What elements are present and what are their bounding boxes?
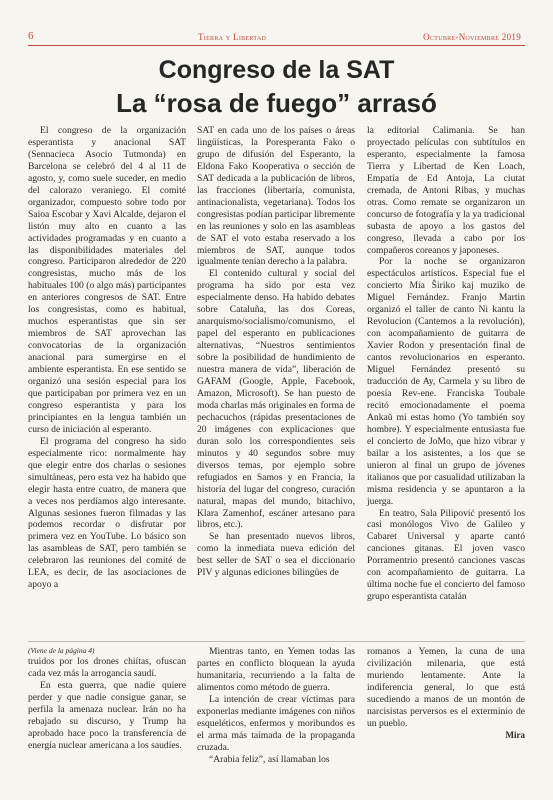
article-column-3: [367, 125, 525, 603]
author-signature: Mira: [505, 729, 525, 740]
paragraph: Se han presentado nuevos libros, como la inmediata nueva edición del best seller de SAT o sea el diccionario PIV y algunas ediciones bilingües de: [197, 531, 355, 579]
page-header: [28, 31, 525, 46]
publication-name: Tierra y Libertad: [198, 32, 267, 42]
paragraph: En esta guerra, que nadie quiere perder y que nadie consigue ganar, se perfila la amenaza nuclear. Irán no ha rebajado su discurso, y Trump ha aprobado hace poco la transferencia de energía nuclear americana a los saudíes.: [28, 679, 186, 751]
paragraph: truidos por los drones chiítas, ofuscan cada vez más la arrogancia saudí.: [28, 656, 186, 679]
section-divider: [28, 641, 525, 642]
article-title: Congreso de la SAT: [158, 56, 395, 84]
paragraph: En teatro, Sala Pilipović presentó los casi monólogos Vivo de Galileo y Cabaret Universal y aparte cantó canciones gitanas. El joven vasco Porramentrio presentó canciones vascas con acompañamiento de guitarra. La última noche fue el concierto del famoso grupo esperantista catalán: [367, 507, 525, 603]
paragraph: romanos a Yemen, la cuna de una civilización milenaria, que está muriendo lentamente. Ante la indiferencia general, lo que está sucediendo a manos de un montón de narcisistas perversos es el exterminio de un pueblo.: [367, 646, 525, 729]
page-number: 6: [28, 30, 34, 42]
paragraph: El programa del congreso ha sido especialmente rico: normalmente hay que elegir entre dos charlas o sesiones simultáneas, pero esta vez ha habido que elegir hasta entre cuatro, de manera que a veces nos perdíamos algo interesante. Algunas sesiones fueron filmadas y las podemos recordar o disfrutar por primera vez en YouTube. Lo básico son las asambleas de SAT, pero también se celebraron las reuniones del comité de LEA, es decir, de las asociaciones de apoyo a: [28, 435, 186, 591]
paragraph: “Arabia feliz”, así llamaban los: [209, 753, 330, 765]
issue-date: Octubre-Noviembre 2019: [423, 32, 521, 42]
article-column-2: [197, 125, 355, 579]
paragraph: El contenido cultural y social del programa ha sido por esta vez especialmente denso. Ha habido debates sobre Cataluña, las dos Coreas, anarquismo/socialismo/comunismo, el papel del esperanto en publicaciones alternativas, “Nuestros sentimientos sobre la posibilidad de hundimiento de nuestra manera de vida”, liberación de GAFAM (Google, Apple, Facebook, Amazon, Microsoft). Se han puesto de moda charlas más originales en forma de pechacuchos (rápidas presentaciones de 20 imágenes con explicaciones que duran solo los correspondientes seis minutos y 40 segundos sobre muy diversos temas, por ejemplo sobre refugiados en Samos y en Francia, la historia del lugar del congreso, curación natural, mapas del mundo, bitachivo, Klara Zamenhof, escáner artesano para libros, etc.).: [197, 268, 355, 531]
continuation-note: (Viene de la página 4): [28, 646, 95, 655]
paragraph: SAT en cada uno de los países o áreas lingüísticas, la Poresperanta Fako o grupo de difusión del Esperanto, la Eldona Fako Kooperativa o sección de SAT dedicada a la publicación de libros, las fracciones (libertaria, comunista, antinacionalista, vegetariana). Todos los congresistas podían participar libremente en las reuniones y solo en las asambleas de SAT el voto estaba reservado a los miembros de SAT, aunque todos igualmente tenían derecho a la palabra.: [197, 125, 355, 268]
continuation-column-2: [197, 646, 355, 766]
paragraph: Por la noche se organizaron espectáculos artísticos. Especial fue el concierto Mia Ŝiriko kaj muziko de Miguel Fernández. Franjo Martin organizó el taller de canto Ni kantu la Revolucion (Cantemos a la revolución), con acompañamiento de guitarra de Xavier Rodon y presentación final de cantos revolucionarios en esperanto. Miguel Fernández presentó su traducción de Ay, Carmela y su libro de poesía Rev-ene. Franciska Toubale recitó emocionadamente el poema Ankaŭ mi estas homo (Yo también soy hombre). Y especialmente entusiasta fue el concierto de JoMo, que hizo vibrar y bailar a los asistentes, a los que se unieron al final un grupo de jóvenes italianos que por casualidad utilizaban la misma residencia y se apuntaron a la juerga.: [367, 256, 525, 507]
continuation-column-3: [367, 646, 525, 742]
continuation-column-1: [28, 646, 186, 752]
paragraph: Mientras tanto, en Yemen todas las partes en conflicto bloquean la ayuda humanitaria, recurriendo a la falta de alimentos como método de guerra.: [197, 646, 355, 693]
paragraph: La intención de crear víctimas para exponerlas mediante imágenes con niños esqueléticos, enfermos y moribundos es el arma más taimada de la propaganda cruzada.: [197, 693, 355, 753]
paragraph: El congreso de la organización esperantista y anacional SAT (Sennacieca Asocio Tutmonda) en Barcelona se celebró del 4 al 11 de agosto, y, como suele suceder, en medio del calorazo veraniego. El comité organizador, compuesto sobre todo por Saioa Escobar y Xavi Alcalde, dejaron el listón muy alto en cuanto a las actividades programadas y en cuanto a las disponibilidades materiales del congreso. Participaron alrededor de 220 congresistas, mucho más de los habituales 100 (o algo más) participantes en anteriores congresos de SAT. Entre los congresistas, como es habitual, muchos esperantistas que sin ser miembros de SAT aprovechan las convocatorias de la organización anacional para sumergirse en el ambiente esperantista. En ese sentido se organizó una sesión especial para los que participaban por primera vez en un congreso esperantista y para los principiantes en la lengua también un curso de iniciación al esperanto.: [28, 125, 186, 435]
paragraph: la editorial Calimania. Se han proyectado películas con subtítulos en esperanto, especialmente la famosa Tierra y Libertad de Ken Loach, Empatía de Ed Antoja, La ciutat cremada, de Antoni Ribas, y muchas otras. Como remate se organizaron un concurso de fotografía y la ya tradicional subasta de apoyo a los gastos del congreso, llevada a cabo por los compañeros coreanos y japoneses.: [367, 125, 525, 256]
article-subtitle: La “rosa de fuego” arrasó: [116, 88, 437, 118]
article-column-1: [28, 125, 186, 591]
